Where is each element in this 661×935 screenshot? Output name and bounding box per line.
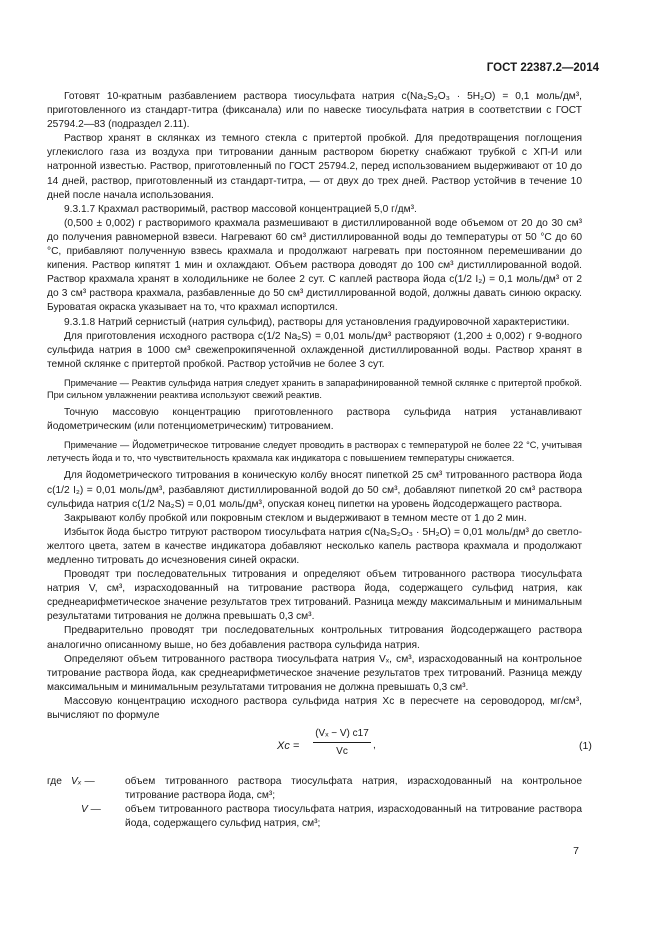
page-number: 7 [573, 845, 579, 857]
paragraph: Предварительно проводят три последовательных контрольных титрования йодсодержащего раствора аналогично описанному выше, но без добавления раствора сульфида натрия. [47, 625, 582, 651]
definitions-list [47, 775, 582, 831]
paragraph: Точную массовую концентрацию приготовленного раствора сульфида натрия устанавливают йодометрическим (или потенциометрическим) титрованием. [47, 407, 582, 433]
definition-text: объем титрованного раствора тиосульфата натрия, израсходованный на титрование раствора йода, содержащего сульфид натрия, см³; [125, 804, 582, 830]
paragraph: Раствор хранят в склянках из темного стекла с притертой пробкой. Для предотвращения поглощения углекислого газа из воздуха при титровании данным раствором бюретку снабжают трубкой с ХП-И или натронной известью. Раствор, приготовленный по ГОСТ 25794.2, перед использованием выдерживают от 10 до 14 дней, раствор, приготовленный из стандарт-титра, — от двух до трех дней. Раствор устойчив в течение 10 дней после начала использования. [47, 133, 582, 201]
formula [47, 725, 592, 769]
paragraph: Для приготовления исходного раствора c(1/2 Na₂S) = 0,01 моль/дм³ растворяют (1,200 ± 0,002) г 9-водного сульфида натрия в 1000 см³ свежепрокипяченной охлажденной дистиллированной воды. Раствор хранят в темной склянке с притертой пробкой. Раствор устойчив не более 3 сут. [47, 330, 582, 370]
formula-denominator: Vc [336, 746, 348, 758]
note: Примечание — Йодометрическое титрование следует проводить в растворах с температурой не более 22 °С, учитывая летучесть йода и то, что чувствительность крахмала как индикатора с повышением температуры снижается. [47, 440, 582, 463]
page-body [47, 90, 592, 832]
paragraph: Избыток йода быстро титруют раствором тиосульфата натрия c(Na₂S₂O₃ · 5H₂O) = 0,01 моль/дм³ до светло-желтого цвета, затем в качестве индикатора добавляют несколько капель раствора крахмала и продолжают медленно титровать до исчезновения синей окраски. [47, 526, 582, 566]
paragraph: (0,500 ± 0,002) г растворимого крахмала размешивают в дистиллированной воде объемом от 20 до 30 см³ до получения равномерной взвеси. Нагревают 60 см³ дистиллированной воды до температуры от 50 °С до 60 °С, прибавляют полученную взвесь крахмала и продолжают нагревать при постоянном перемешивании до кипения. Раствор кипятят 1 мин и охлаждают. Объем раствора доводят до 100 см³ дистиллированной водой. Раствор крахмала хранят в холодильнике не более 2 сут. С каплей раствора йода c(1/2 I₂) = 0,1 моль/дм³ от 2 до 3 см³ раствора крахмала, разбавленные до 50 см³ дистиллированной водой, должны давать синюю окраску. Буроватая окраска указывает на то, что крахмал испортился. [47, 217, 582, 314]
paragraph: Проводят три последовательных титрования и определяют объем титрованного раствора тиосульфата натрия V, см³, израсходованный на титрование раствора йода, содержащего сульфид натрия, как среднеарифметическое значение результатов трех титрований. Разница между максимальным и минимальным результатами титрования не должна превышать 0,3 см³. [47, 569, 582, 623]
definition-symbol: V — [81, 804, 101, 816]
section-heading: 9.3.1.7 Крахмал растворимый, раствор массовой концентрацией 5,0 г/дм³. [64, 203, 417, 215]
section-heading: 9.3.1.8 Натрий сернистый (натрия сульфид), растворы для установления градуировочной характеристики. [64, 316, 570, 328]
paragraph: Для йодометрического титрования в коническую колбу вносят пипеткой 25 см³ титрованного раствора йода c(1/2 I₂) = 0,01 моль/дм³, разбавляют дистиллированной водой до 50 см³, добавляют пипеткой 20 см³ раствора сульфида натрия c(1/2 Na₂S) = 0,01 моль/дм³, опуская конец пипетки на уровень йодсодержащего раствора. [47, 470, 582, 510]
formula-number: (1) [579, 740, 592, 753]
formula-lhs: Xc = [277, 740, 300, 753]
paragraph: Массовую концентрацию исходного раствора сульфида натрия Xc в пересчете на сероводород, мг/см³, вычисляют по формуле [47, 695, 582, 722]
definition-text: объем титрованного раствора тиосульфата натрия, израсходованный на контрольное титрование раствора йода, см³; [125, 776, 582, 802]
definition-item [47, 803, 582, 831]
definition-item [47, 775, 582, 803]
definition-symbol: Vₓ — [71, 776, 95, 788]
paragraph: Определяют объем титрованного раствора тиосульфата натрия Vₓ, см³, израсходованный на контрольное титрование раствора йода, как среднеарифметическое значение результатов трех титрований. Разница между максимальным и минимальным результатами титрования не должна превышать 0,3 см³. [47, 653, 582, 693]
paragraph: Закрывают колбу пробкой или покровным стеклом и выдерживают в темном месте от 1 до 2 мин. [64, 512, 527, 524]
formula-numerator: (Vₓ − V) c17 [313, 727, 371, 743]
document-code-header: ГОСТ 22387.2—2014 [486, 62, 599, 74]
formula-fraction [313, 727, 371, 759]
paragraph: Готовят 10-кратным разбавлением раствора тиосульфата натрия c(Na₂S₂O₃ · 5H₂O) = 0,1 моль/дм³, приготовленного из стандарт-титра (фиксанала) или по навеске тиосульфата натрия в соответствии с ГОСТ 25794.2—83 (подраздел 2.11). [47, 91, 582, 131]
note: Примечание — Реактив сульфида натрия следует хранить в запарафинированной темной склянке с притертой пробкой. При сильном увлажнении реактива используют свежий реактив. [47, 377, 582, 401]
definition-prefix: где [47, 776, 62, 788]
formula-trail: , [373, 740, 376, 752]
